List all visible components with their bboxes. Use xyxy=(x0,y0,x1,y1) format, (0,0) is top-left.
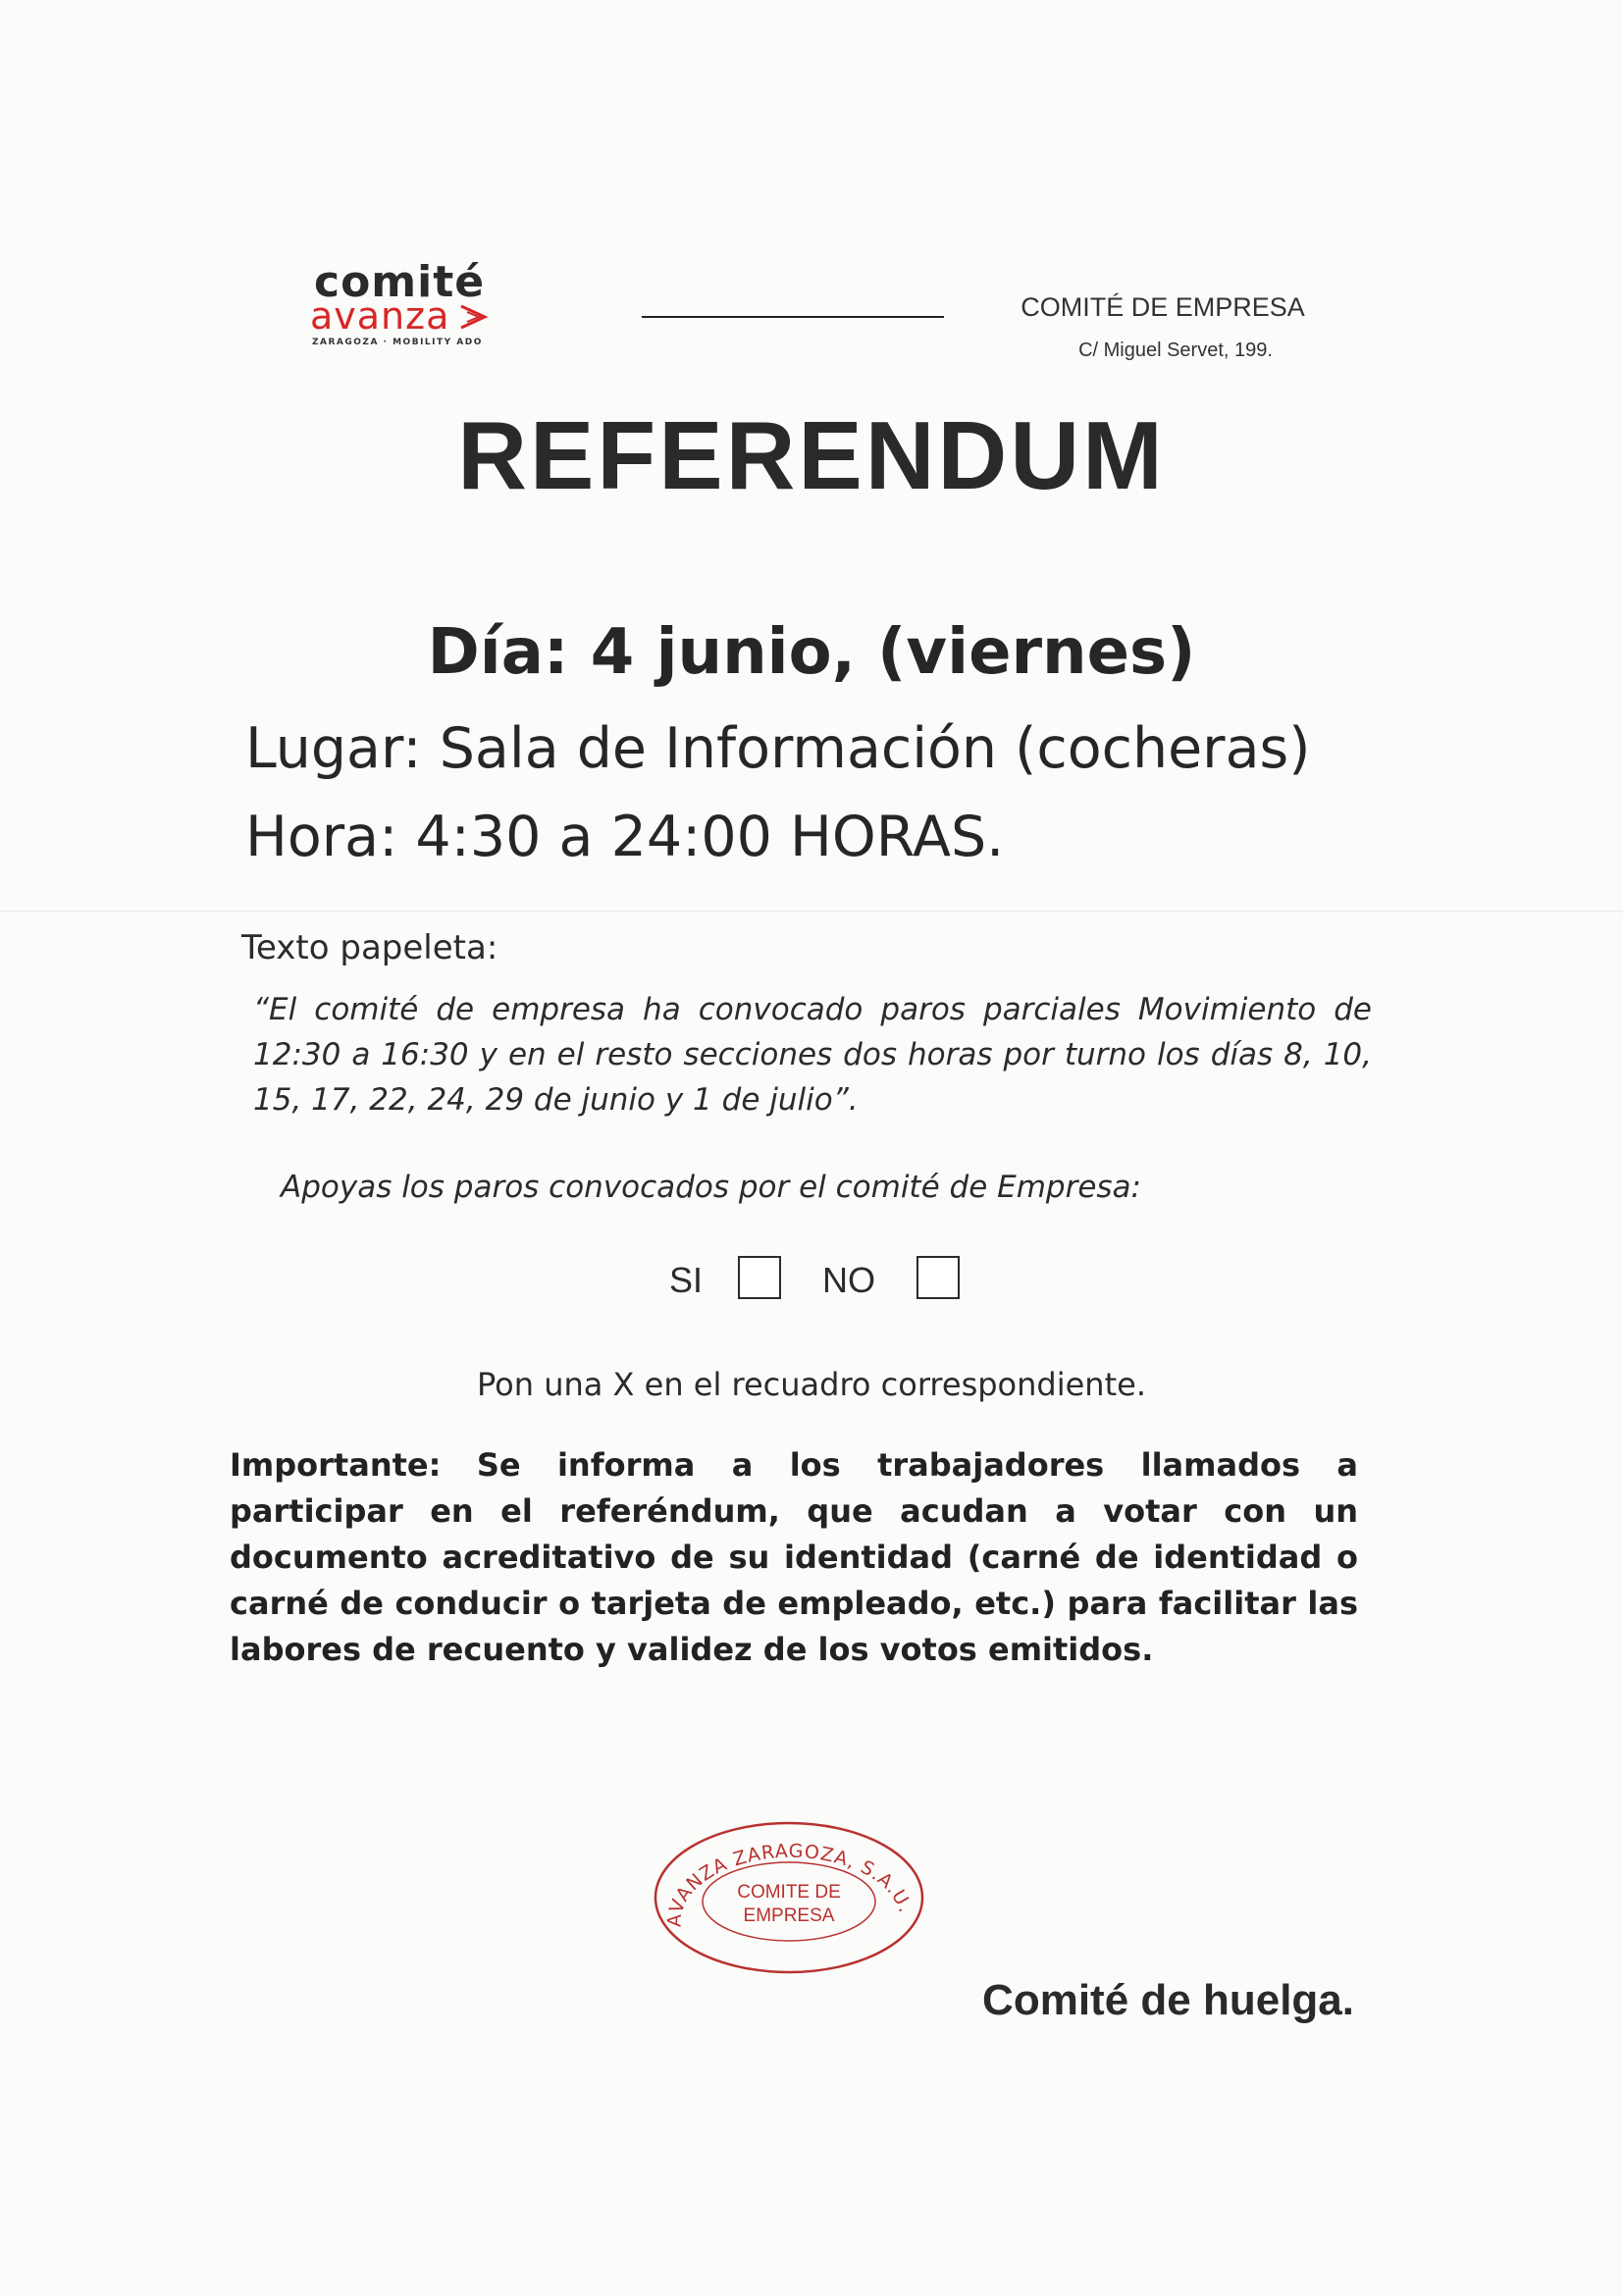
stamp-line1: COMITE DE xyxy=(737,1882,841,1903)
fold-line xyxy=(0,911,1623,912)
logo-word-comite: comité xyxy=(314,257,486,307)
notice-lead: Importante: xyxy=(230,1446,442,1484)
yes-label: SI xyxy=(669,1260,704,1300)
event-date: Día: 4 junio, (viernes) xyxy=(427,616,1196,689)
stamp-line2: EMPRESA xyxy=(743,1905,835,1926)
no-label: NO xyxy=(822,1260,875,1300)
event-time: Hora: 4:30 a 24:00 HORAS. xyxy=(245,805,1005,869)
committee-logo xyxy=(308,257,524,353)
notice-body: Se informa a los trabajadores llamados a participar en el referéndum, que acudan a votar con un documento acreditativo de su identidad (carné de identidad o carné de conducir o tarjeta de empleado, etc.) para facilitar las labores de recuento y validez de los votos emitidos. xyxy=(230,1446,1359,1668)
header-rule xyxy=(642,316,944,318)
org-title: COMITÉ DE EMPRESA xyxy=(1021,292,1305,322)
logo-word-avanza: avanza xyxy=(310,294,450,338)
ballot-label: Texto papeleta: xyxy=(241,928,498,967)
ballot-quote: “El comité de empresa ha convocado paros parciales Movimiento de 12:30 a 16:30 y en el resto secciones dos horas por turno los días 8, 10, 15, 17, 22, 24, 29 de junio y 1 de julio”. xyxy=(253,992,1372,1118)
stamp-ring-text: AVANZA ZARAGOZA, S.A.U. xyxy=(663,1840,916,1928)
org-address: C/ Miguel Servet, 199. xyxy=(1078,339,1273,361)
ballot-instruction: Pon una X en el recuadro correspondiente. xyxy=(477,1366,1146,1403)
important-notice xyxy=(230,1442,1358,1673)
committee-stamp xyxy=(652,1819,926,1976)
logo-arrow-icon xyxy=(459,302,489,332)
no-checkbox[interactable] xyxy=(916,1256,960,1299)
page-title: REFERENDUM xyxy=(457,401,1166,509)
vote-options xyxy=(669,1254,1022,1309)
event-place: Lugar: Sala de Información (cocheras) xyxy=(245,716,1311,781)
signature: Comité de huelga. xyxy=(982,1976,1354,2024)
logo-subtitle: ZARAGOZA · MOBILITY ADO xyxy=(312,338,483,347)
ballot-question: Apoyas los paros convocados por el comité de Empresa: xyxy=(281,1170,1141,1205)
yes-checkbox[interactable] xyxy=(738,1256,781,1299)
